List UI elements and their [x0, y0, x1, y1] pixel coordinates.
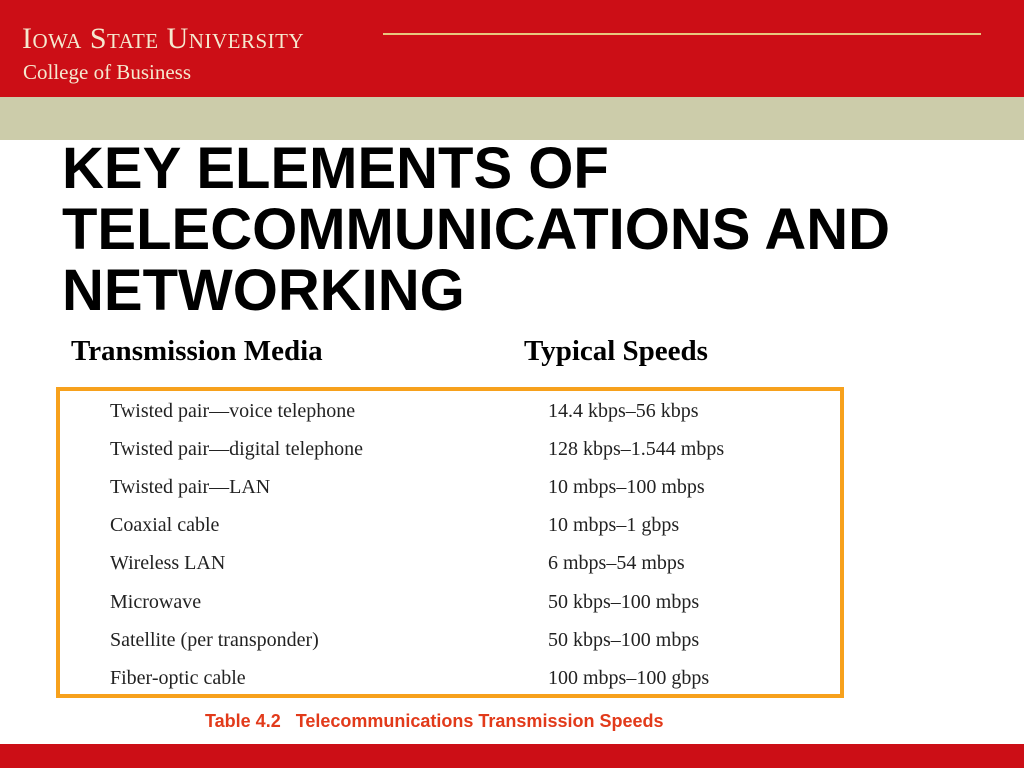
speed-cell: 10 mbps–100 mbps — [548, 476, 705, 498]
column-header-speed: Typical Speeds — [524, 335, 708, 367]
slide-title: KEY ELEMENTS OF TELECOMMUNICATIONS AND NETWORKING — [62, 136, 891, 323]
media-cell: Twisted pair—LAN — [110, 476, 271, 498]
table-row — [60, 584, 840, 622]
table-row — [60, 545, 840, 583]
speed-cell: 10 mbps–1 gbps — [548, 514, 680, 536]
table-row — [60, 431, 840, 469]
media-cell: Twisted pair—voice telephone — [110, 400, 356, 422]
media-cell: Fiber-optic cable — [110, 667, 246, 689]
media-cell: Satellite (per transponder) — [110, 629, 319, 651]
speed-cell: 50 kbps–100 mbps — [548, 591, 700, 613]
speed-cell: 6 mbps–54 mbps — [548, 552, 685, 574]
speed-cell: 50 kbps–100 mbps — [548, 629, 700, 651]
footer-banner — [0, 744, 1024, 768]
accent-band — [0, 97, 1024, 140]
table-row — [60, 469, 840, 507]
column-header-media: Transmission Media — [71, 335, 323, 367]
speed-cell: 14.4 kbps–56 kbps — [548, 400, 699, 422]
media-cell: Coaxial cable — [110, 514, 220, 536]
table-row — [60, 622, 840, 660]
speeds-table — [56, 387, 844, 698]
table-row — [60, 660, 840, 698]
speed-cell: 100 mbps–100 gbps — [548, 667, 710, 689]
table-row — [60, 393, 840, 431]
media-cell: Microwave — [110, 591, 202, 613]
college-name: College of Business — [23, 60, 191, 84]
table-row — [60, 507, 840, 545]
table-caption: Table 4.2 Telecommunications Transmission Speeds — [205, 711, 664, 731]
speed-cell: 128 kbps–1.544 mbps — [548, 438, 725, 460]
header-banner — [0, 0, 1024, 97]
media-cell: Wireless LAN — [110, 552, 226, 574]
media-cell: Twisted pair—digital telephone — [110, 438, 363, 460]
university-logo-text: Iowa State University — [22, 22, 305, 55]
logo-divider — [383, 33, 981, 35]
